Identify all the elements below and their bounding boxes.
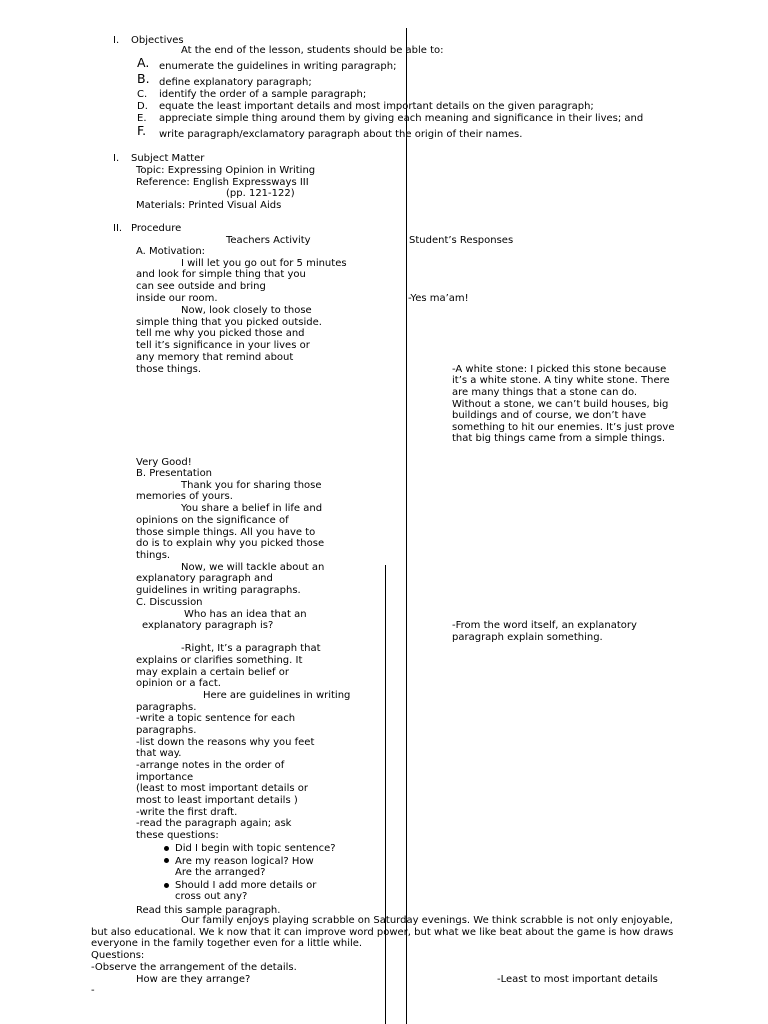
teacher-line: explanatory paragraph and bbox=[136, 573, 273, 584]
subject-pages: (pp. 121-122) bbox=[226, 188, 295, 199]
column-divider bbox=[406, 28, 407, 1024]
motivation-label: A. Motivation: bbox=[136, 246, 206, 257]
objective-text: define explanatory paragraph; bbox=[159, 77, 312, 88]
teacher-line: inside our room. bbox=[136, 293, 218, 304]
teacher-line: those simple things. All you have to bbox=[136, 527, 316, 538]
teacher-line: Now, we will tackle about an bbox=[181, 562, 325, 573]
teacher-line: and look for simple thing that you bbox=[136, 269, 306, 280]
objective-letter: A. bbox=[137, 55, 150, 70]
bullet-icon bbox=[164, 883, 169, 888]
teacher-line: may explain a certain belief or bbox=[136, 667, 289, 678]
bullet-item-continued: cross out any? bbox=[175, 891, 248, 902]
sample-paragraph-line: Our family enjoys playing scrabble on Saturday evenings. We think scrabble is not only enjoyable, bbox=[181, 915, 673, 926]
objective-letter: E. bbox=[137, 113, 147, 124]
teacher-line: opinion or a fact. bbox=[136, 678, 221, 689]
procedure-number: II. bbox=[113, 223, 123, 234]
teacher-line: most to least important details ) bbox=[136, 795, 298, 806]
bullet-item: Should I add more details or bbox=[175, 880, 317, 891]
objective-letter: C. bbox=[137, 89, 148, 100]
teacher-line: You share a belief in life and bbox=[181, 503, 323, 514]
teacher-line: -arrange notes in the order of bbox=[136, 760, 285, 771]
teacher-line: things. bbox=[136, 550, 171, 561]
teacher-line: -Right, It’s a paragraph that bbox=[181, 643, 321, 654]
teacher-line: -write a topic sentence for each bbox=[136, 713, 296, 724]
student-response-line: -From the word itself, an explanatory bbox=[452, 620, 637, 631]
student-response-line: -A white stone: I picked this stone because bbox=[452, 364, 667, 375]
student-response-line: are many things that a stone can do. bbox=[452, 387, 638, 398]
teacher-line: Thank you for sharing those bbox=[181, 480, 322, 491]
teacher-line: Here are guidelines in writing bbox=[203, 690, 351, 701]
column-header-teacher: Teachers Activity bbox=[226, 235, 311, 246]
teacher-line: these questions: bbox=[136, 830, 219, 841]
questions-label: Questions: bbox=[91, 950, 145, 961]
teacher-line: Very Good! bbox=[136, 457, 192, 468]
teacher-line: guidelines in writing paragraphs. bbox=[136, 585, 301, 596]
subject-reference: Reference: English Expressways III bbox=[136, 177, 309, 188]
teacher-line: tell it’s significance in your lives or bbox=[136, 340, 310, 351]
student-response: -Yes ma’am! bbox=[408, 293, 469, 304]
student-response-line: something to hit our enemies. It’s just prove bbox=[452, 422, 675, 433]
student-response-line: paragraph explain something. bbox=[452, 632, 603, 643]
teacher-line: -read the paragraph again; ask bbox=[136, 818, 292, 829]
teacher-line: do is to explain why you picked those bbox=[136, 538, 325, 549]
column-header-student: Student’s Responses bbox=[409, 235, 514, 246]
teacher-line: explanatory paragraph is? bbox=[142, 620, 274, 631]
objective-text: write paragraph/exclamatory paragraph about the origin of their names. bbox=[159, 129, 523, 140]
bullet-item-continued: Are the arranged? bbox=[175, 867, 266, 878]
teacher-line: any memory that remind about bbox=[136, 352, 294, 363]
student-response-line: it’s a white stone. A tiny white stone. There bbox=[452, 375, 670, 386]
subject-matter-heading: Subject Matter bbox=[131, 153, 205, 164]
student-response-line: Without a stone, we can’t build houses, big bbox=[452, 399, 669, 410]
presentation-label: B. Presentation bbox=[136, 468, 213, 479]
sample-paragraph-line: everyone in the family together even for a little while. bbox=[91, 938, 363, 949]
teacher-line: opinions on the significance of bbox=[136, 515, 289, 526]
bullet-icon bbox=[164, 846, 169, 851]
question-line: How are they arrange? bbox=[136, 974, 251, 985]
teacher-line: (least to most important details or bbox=[136, 783, 308, 794]
teacher-line: Read this sample paragraph. bbox=[136, 905, 281, 916]
bullet-item: Did I begin with topic sentence? bbox=[175, 843, 336, 854]
teacher-line: memories of yours. bbox=[136, 491, 233, 502]
objective-text: appreciate simple thing around them by giving each meaning and significance in their lives; and bbox=[159, 113, 644, 124]
objective-text: enumerate the guidelines in writing paragraph; bbox=[159, 61, 397, 72]
objectives-intro: At the end of the lesson, students should be able to: bbox=[181, 45, 444, 56]
subject-topic: Topic: Expressing Opinion in Writing bbox=[136, 165, 316, 176]
teacher-line: tell me why you picked those and bbox=[136, 328, 305, 339]
teacher-line: can see outside and bring bbox=[136, 281, 266, 292]
discussion-label: C. Discussion bbox=[136, 597, 203, 608]
objectives-heading: Objectives bbox=[131, 35, 184, 46]
subject-materials: Materials: Printed Visual Aids bbox=[136, 200, 282, 211]
objective-text: identify the order of a sample paragraph; bbox=[159, 89, 367, 100]
student-response-line: buildings and of course, we don’t have bbox=[452, 410, 647, 421]
question-line: -Observe the arrangement of the details. bbox=[91, 962, 297, 973]
student-answer: -Least to most important details bbox=[497, 974, 658, 985]
teacher-line: I will let you go out for 5 minutes bbox=[181, 258, 347, 269]
teacher-line: paragraphs. bbox=[136, 725, 197, 736]
objective-letter: B. bbox=[137, 71, 150, 86]
teacher-line: those things. bbox=[136, 364, 202, 375]
student-response-line: that big things came from a simple things. bbox=[452, 433, 666, 444]
subject-matter-number: I. bbox=[113, 153, 120, 164]
objectives-number: I. bbox=[113, 35, 120, 46]
teacher-line: Now, look closely to those bbox=[181, 305, 312, 316]
bullet-icon bbox=[164, 858, 169, 863]
teacher-line: importance bbox=[136, 772, 194, 783]
teacher-line: explains or clarifies something. It bbox=[136, 655, 303, 666]
teacher-line: simple thing that you picked outside. bbox=[136, 317, 322, 328]
teacher-line: -list down the reasons why you feet bbox=[136, 737, 315, 748]
teacher-line: Who has an idea that an bbox=[184, 609, 307, 620]
procedure-heading: Procedure bbox=[131, 223, 182, 234]
bullet-item: Are my reason logical? How bbox=[175, 856, 314, 867]
teacher-line: -write the first draft. bbox=[136, 807, 238, 818]
objective-text: equate the least important details and most important details on the given paragraph; bbox=[159, 101, 594, 112]
teacher-line: that way. bbox=[136, 748, 182, 759]
column-divider-inner bbox=[385, 565, 386, 1024]
sample-paragraph-line: but also educational. We k now that it can improve word power, but what we like beat about the game is how draws bbox=[91, 927, 674, 938]
question-dash: - bbox=[91, 985, 95, 996]
teacher-line: paragraphs. bbox=[136, 702, 197, 713]
objective-letter: D. bbox=[137, 101, 148, 112]
objective-letter: F. bbox=[137, 123, 147, 138]
